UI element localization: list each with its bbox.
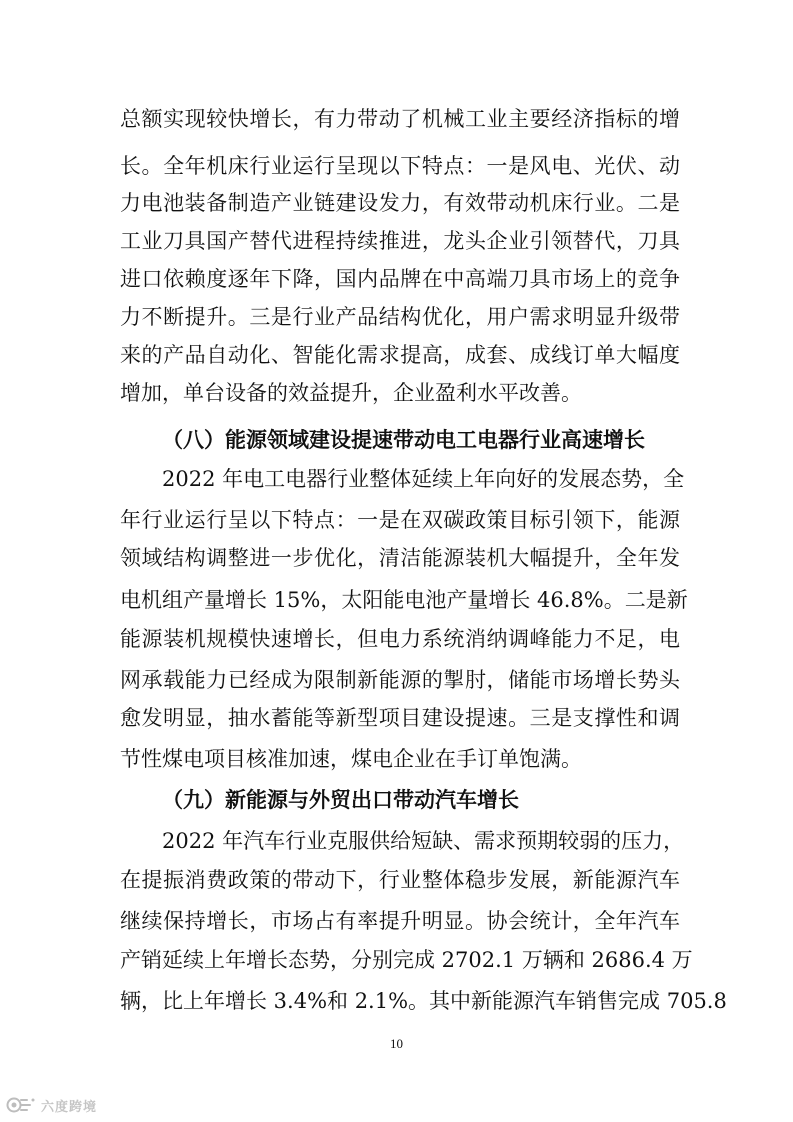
para1-line-4: 工业刀具国产替代进程持续推进，龙头企业引领替代，刀具 — [120, 229, 680, 253]
para1-line-2: 长。全年机床行业运行呈现以下特点：一是风电、光伏、动 — [120, 154, 680, 178]
para3-line-1: 2022 年汽车行业克服供给短缺、需求预期较弱的压力， — [162, 829, 685, 853]
brand-logo-icon — [6, 1096, 36, 1114]
para1-line-8: 增加，单台设备的效益提升，企业盈利水平改善。 — [120, 381, 582, 405]
page-number: 10 — [390, 1036, 403, 1051]
watermark-text: 六度跨境 — [41, 1099, 98, 1115]
para3-line-3: 继续保持增长，市场占有率提升明显。协会统计，全年汽车 — [120, 909, 680, 933]
para2-line-6: 网承载能力已经成为限制新能源的掣肘，储能市场增长势头 — [120, 668, 680, 692]
para2-line-8: 节性煤电项目核准加速，煤电企业在手订单饱满。 — [120, 747, 582, 771]
para2-line-5: 能源装机规模快速增长，但电力系统消纳调峰能力不足，电 — [120, 627, 680, 651]
para1-line-1: 总额实现较快增长，有力带动了机械工业主要经济指标的增 — [120, 107, 680, 131]
para3-line-4: 产销延续上年增长态势，分别完成 2702.1 万辆和 2686.4 万 — [120, 948, 693, 972]
para1-line-7: 来的产品自动化、智能化需求提高，成套、成线订单大幅度 — [120, 343, 680, 367]
para3-line-5: 辆，比上年增长 3.4%和 2.1%。其中新能源汽车销售完成 705.8 — [120, 989, 727, 1013]
para2-line-2: 年行业运行呈以下特点：一是在双碳政策目标引领下，能源 — [120, 508, 680, 532]
para2-line-1: 2022 年电工电器行业整体延续上年向好的发展态势，全 — [162, 467, 685, 491]
watermark — [6, 1094, 97, 1116]
section-heading-8: （八）能源领域建设提速带动电工电器行业高速增长 — [162, 427, 645, 452]
para1-line-6: 力不断提升。三是行业产品结构优化，用户需求明显升级带 — [120, 305, 680, 329]
para1-line-5: 进口依赖度逐年下降，国内品牌在中高端刀具市场上的竞争 — [120, 267, 680, 291]
para2-line-3: 领域结构调整进一步优化，清洁能源装机大幅提升，全年发 — [120, 546, 680, 570]
para3-line-2: 在提振消费政策的带动下，行业整体稳步发展，新能源汽车 — [120, 868, 680, 892]
para2-line-4: 电机组产量增长 15%，太阳能电池产量增长 46.8%。二是新 — [120, 588, 688, 612]
section-heading-9: （九）新能源与外贸出口带动汽车增长 — [162, 787, 519, 812]
para1-line-3: 力电池装备制造产业链建设发力，有效带动机床行业。二是 — [120, 191, 680, 215]
para2-line-7: 愈发明显，抽水蓄能等新型项目建设提速。三是支撑性和调 — [120, 706, 680, 730]
